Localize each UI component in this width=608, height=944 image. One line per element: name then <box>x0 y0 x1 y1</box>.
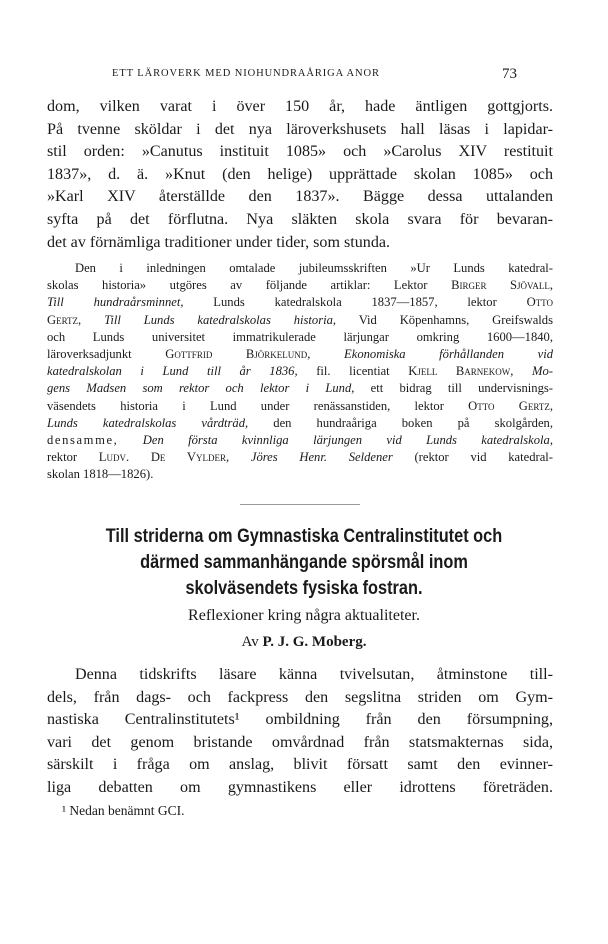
article-title <box>68 524 539 602</box>
paragraph-1 <box>47 96 553 254</box>
note-line: läroverksadjunkt Gottfrid Björkelund, Ekonomiska förhållanden vid <box>47 346 553 361</box>
author-prefix: Av <box>241 634 263 650</box>
article-author <box>0 634 608 651</box>
text-line: dels, från dags- och fackpress den segslitna striden om Gym- <box>47 688 553 706</box>
note-line: väsendets historia i Lund under renässanstiden, lektor Otto Gertz, <box>47 398 553 413</box>
section-divider <box>240 504 360 505</box>
text-line: Denna tidskrifts läsare känna tvivelsutan, åtminstone till- <box>75 666 553 683</box>
note-line: skolas historia» utgöres av följande artiklar: Lektor Birger Sjövall, <box>47 278 553 293</box>
text-line: dom, vilken varat i över 150 år, hade äntligen gottgjorts. <box>47 98 553 115</box>
text-line: På tvenne sköldar i det nya läroverkshusets hall läsas i lapidar- <box>47 120 553 138</box>
text-line: särskilt i fråga om anslag, blivit försatt samt den evinner- <box>47 756 553 774</box>
paragraph-2 <box>47 664 553 800</box>
note-line: och Lunds universitet immatrikulerade lärjungar omkring 1600—1840, <box>47 329 553 344</box>
text-line: syfta på det förflutna. Nya släkten skola svara för bevaran- <box>47 210 553 228</box>
article-title-line: skolväsendets fysiska fostran. <box>185 578 423 599</box>
note-line: gens Madsen som rektor och lektor i Lund, ett bidrag till undervisnings- <box>47 381 553 396</box>
note-line: skolan 1818—1826). <box>47 467 154 482</box>
text-line: det av förnämliga traditioner under tider, som stunda. <box>47 233 391 251</box>
note-line: katedralskolan i Lund till år 1836, fil. licentiat Kjell Barnekow, Mo- <box>47 364 553 379</box>
article-title-line: Till striderna om Gymnastiska Centralinstitutet och <box>105 526 503 547</box>
page-number: 73 <box>502 66 517 82</box>
note-line: rektor Ludv. De Vylder, Jöres Henr. Seldener (rektor vid katedral- <box>47 450 553 465</box>
text-line: vari det genom bristande omvårdnad från statsmakternas sida, <box>47 733 553 751</box>
author-name: P. J. G. Moberg. <box>262 634 367 650</box>
running-title: ETT LÄROVERK MED NIOHUNDRAÅRIGA ANOR <box>112 68 380 79</box>
running-header <box>0 66 608 86</box>
note-paragraph <box>47 260 553 483</box>
text-line: stil orden: »Canutus instituit 1085» och »Carolus XIV restituit <box>47 143 553 161</box>
text-line: »Karl XIV återställde den 1837». Bägge dessa uttalanden <box>47 188 553 206</box>
article-subtitle: Reflexioner kring några aktualiteter. <box>188 607 420 624</box>
note-line: Den i inledningen omtalade jubileumsskriften »Ur Lunds katedral- <box>75 261 553 275</box>
note-line: densamme, Den första kvinnliga lärjungen vid Lunds katedralskola, <box>47 432 553 447</box>
text-line: 1837», d. ä. »Knut (den helige) upprättade skolan 1085» och <box>47 165 553 183</box>
text-line: liga debatten om gymnastikens eller idrottens företräden. <box>47 778 553 796</box>
article-title-line: därmed sammanhängande spörsmål inom <box>140 552 468 573</box>
note-line: Gertz, Till Lunds katedralskolas historia, Vid Köpenhamns, Greifswalds <box>47 312 554 327</box>
note-line: Lunds katedralskolas vårdträd, den hundraåriga boken på skolgården, <box>47 415 553 430</box>
text-line: nastiska Centralinstitutets¹ ombildning från den försumpning, <box>47 711 553 729</box>
note-line: Till hundraårsminnet, Lunds katedralskola 1837—1857, lektor Otto <box>47 295 554 310</box>
footnote: ¹ Nedan benämnt GCI. <box>62 803 185 818</box>
